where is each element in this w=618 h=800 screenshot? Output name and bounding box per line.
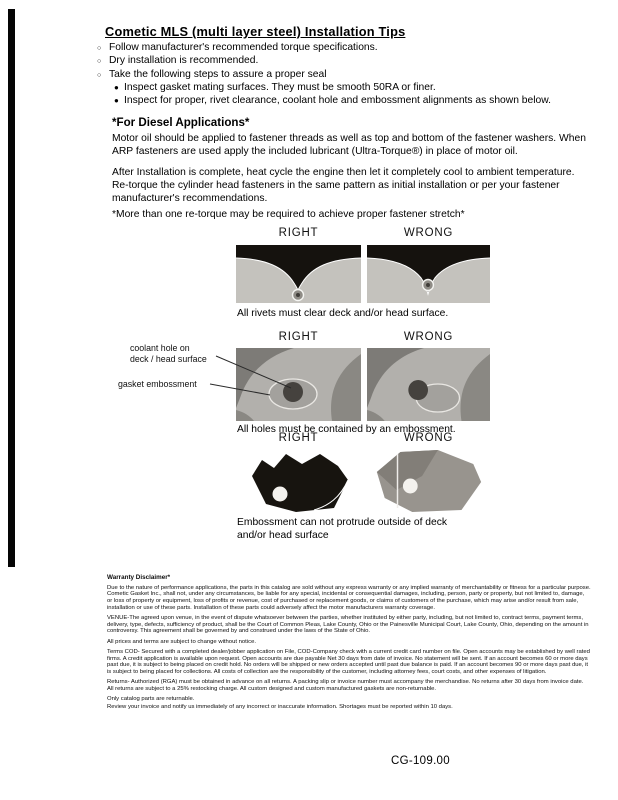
- list-item: [97, 69, 587, 82]
- disclaimer-paragraph: Returns- Authorized (RGA) must be obtained in advance on all returns. A packing slip or invoice number must accompany the merchandise. No returns after 30 days from invoice date. All returns are subject to a 25% restocking charge. All custom designed and custom manufactured gaskets are non-returnable.: [107, 679, 584, 692]
- list-item: [97, 42, 587, 55]
- list-item: [97, 55, 587, 68]
- tip-text: Take the following steps to assure a proper seal: [109, 68, 327, 80]
- row3-caption: [237, 517, 537, 542]
- row3-caption-line1: Embossment can not protrude outside of deck: [237, 517, 448, 528]
- row1-wrong-label: WRONG: [403, 227, 454, 239]
- row2-wrong-label: WRONG: [403, 331, 454, 343]
- bullet-icon: ●: [114, 83, 119, 93]
- disclaimer-paragraph: Terms COD- Secured with a completed dealer/jobber application on File, COD-Company check with a current credit card number on file. Open accounts may be established by well rated firms. A credit application is available upon request. Open accounts are due payable Net 30 days from date of invoice. No statement will be sent. If an account becomes 60 or more days past due, it is subject to being placed on credit hold. No orders will be shipped or new orders accepted until past due balance is paid. If an account becomes 90 or more days past due, it is subject to being placed for collections. All costs of collection are the responsibility of the customer, including attorney fees, court costs, and other expenses of litigation.: [107, 648, 590, 675]
- retorque-note: *More than one re-torque may be required to achieve proper fastener stretch*: [112, 209, 465, 220]
- page-title: Cometic MLS (multi layer steel) Installation Tips: [105, 24, 406, 39]
- diesel-paragraph-1: Motor oil should be applied to fastener threads as well as top and bottom of the fastener washers. When ARP fasteners are used apply the included lubricant (Ultra-Torque®) in place of motor oil.: [112, 133, 586, 157]
- coolant-hole-callout-line2: deck / head surface: [130, 353, 207, 364]
- row1-caption: All rivets must clear deck and/or head surface.: [237, 308, 449, 319]
- diesel-heading: *For Diesel Applications*: [112, 116, 250, 129]
- diagram-embossment-wrong-image: [367, 348, 490, 421]
- bullet-icon: ●: [114, 95, 119, 105]
- diagram-embossment-right-image: [236, 348, 361, 421]
- row2-caption: All holes must be contained by an embossment.: [237, 424, 456, 435]
- diagram-protrusion-right-image: [236, 446, 361, 514]
- diesel-paragraph-2: After Installation is complete, heat cycle the engine then let it completely cool to ambient temperature. Re-torque the cylinder head fasteners in the same pattern as initial installation or per your fastener manufacturer's recommendations.: [112, 167, 575, 204]
- tip-text: Inspect for proper, rivet clearance, coolant hole and embossment alignments as shown below.: [124, 94, 551, 106]
- gasket-embossment-callout: gasket embossment: [118, 379, 197, 389]
- row3-wrong-label: WRONG: [403, 432, 454, 444]
- row3-right-label: RIGHT: [278, 432, 319, 444]
- diagram-rivet-wrong-image: [367, 245, 490, 303]
- warranty-disclaimer: [107, 575, 591, 714]
- bullet-icon: ○: [97, 71, 102, 79]
- diagram-protrusion-wrong-image: [367, 446, 490, 514]
- tip-text: Follow manufacturer's recommended torque specifications.: [109, 42, 378, 53]
- disclaimer-paragraph: VENUE-The agreed upon venue, in the event of dispute whatsoever between the parties, whether instituted by either party, including, but not limited to, contract terms, payment terms, delivery, type, defects, sufficiency of product, shall be the Court of Common Pleas, Lake County, Ohio or the Painesville Municipal Court, Lake County, Ohio, depending on the amount in controversy. This agreement shall be governed by and construed under the laws of the State of Ohio.: [107, 615, 589, 635]
- tips-list: [97, 42, 587, 107]
- tip-text: Inspect gasket mating surfaces. They must be smooth 50RA or finer.: [124, 82, 436, 94]
- tip-text: Dry installation is recommended.: [109, 55, 259, 67]
- row2-right-label: RIGHT: [278, 331, 319, 343]
- bullet-icon: ○: [97, 45, 102, 52]
- coolant-hole-callout-line1: coolant hole on: [130, 343, 190, 353]
- disclaimer-paragraph: All prices and terms are subject to change without notice.: [107, 638, 256, 645]
- list-item: [114, 95, 587, 107]
- disclaimer-paragraph: Only catalog parts are returnable.: [107, 696, 195, 703]
- scan-edge-bar: [8, 9, 15, 567]
- list-item: [114, 82, 587, 94]
- disclaimer-paragraph: Due to the nature of performance applications, the parts in this catalog are sold without any express warranty or any implied warranty of merchantability or fitness for a particular purpose. Cometic Gasket Inc., shall not, under any circumstances, be liable for any special, incidental or consequential damages, including, person, party or property, but not limited to, damage, or loss of property or equipment, loss of profits or revenue, cost of purchased or replacement goods, or claims of customers of the purchase, which may arise and/or result from sale, installation or use of these parts. Installation of these parts could adversely affect the motor manufacturers warranty coverage.: [107, 584, 591, 611]
- coolant-hole-callout: [130, 343, 216, 364]
- page-number: CG-109.00: [391, 755, 450, 767]
- disclaimer-paragraph: Review your invoice and notify us immediately of any incorrect or inaccurate information. Shortages must be reported within 10 days.: [107, 703, 453, 710]
- row3-caption-line2: and/or head surface: [237, 529, 329, 541]
- diagram-rivet-right-image: [236, 245, 361, 303]
- warranty-disclaimer-heading: Warranty Disclaimer*: [107, 574, 171, 581]
- row1-right-label: RIGHT: [278, 227, 319, 239]
- bullet-icon: ○: [97, 58, 102, 66]
